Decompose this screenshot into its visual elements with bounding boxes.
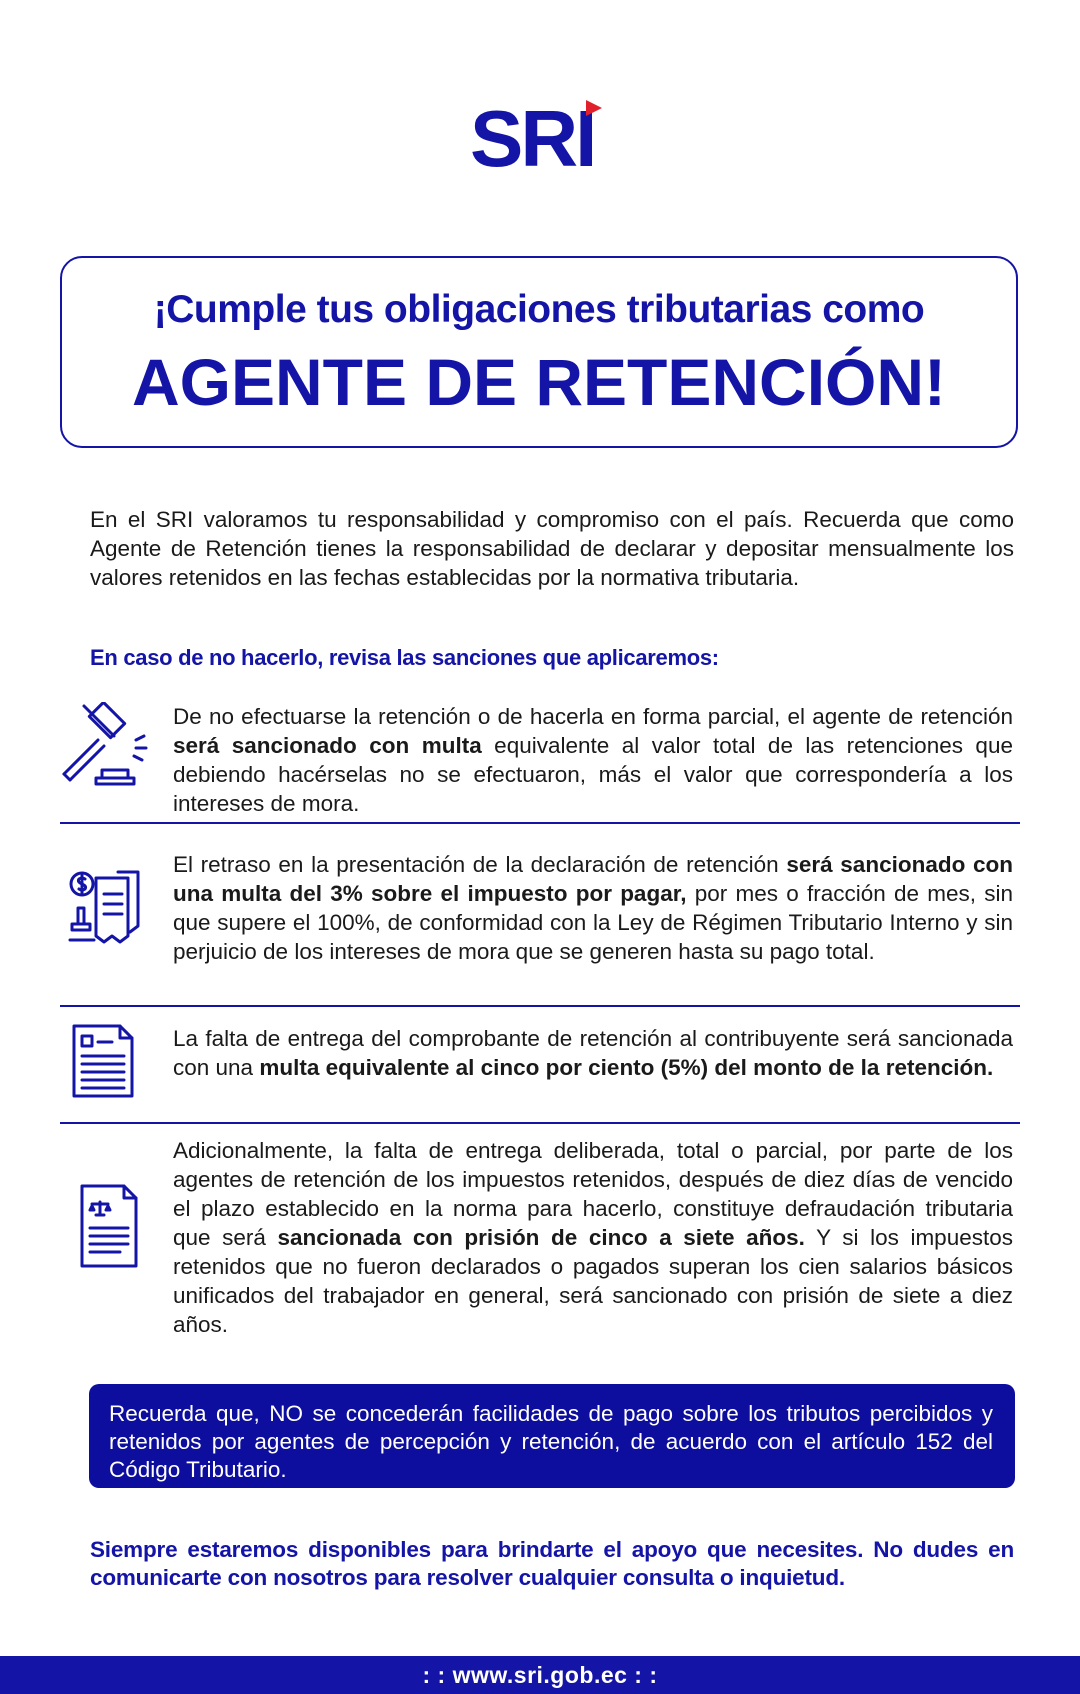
sanction-2-text-end: por mes o fracción de mes, sin que supere el 100%, de conformidad con la Ley de Régimen Tributario Interno y sin perjuicio de los intereses de mora que se generen hasta su pago total. xyxy=(173,881,1013,964)
sanction-item-1 xyxy=(173,702,1013,818)
sanction-2-bold: será sancionado con una multa del 3% sobre el impuesto por pagar, xyxy=(173,852,1013,906)
footer-bar xyxy=(0,1656,1080,1694)
sanction-item-2 xyxy=(173,850,1013,966)
sanction-2-text: El retraso en la presentación de la declaración de retención xyxy=(173,852,787,877)
divider-1 xyxy=(60,822,1020,824)
logo-flag-icon xyxy=(586,100,602,116)
payment-notice-box xyxy=(89,1384,1015,1488)
sri-logo xyxy=(470,94,620,183)
sanction-3-text: La falta de entrega del comprobante de retención al contribuyente será sancionada con una xyxy=(173,1026,1013,1080)
sanction-1-text-end: equivalente al valor total de las retenciones que debiendo hacérselas no se efectuaron, más el valor que correspondería a los intereses de mora. xyxy=(173,733,1013,816)
payment-notice-text: Recuerda que, NO se concederán facilidades de pago sobre los tributos percibidos y retenidos por agentes de percepción y retención, de acuerdo con el artículo 152 del Código Tributario. xyxy=(109,1401,993,1482)
sanction-item-4 xyxy=(173,1136,1013,1339)
footer-website-link[interactable]: : : www.sri.gob.ec : : xyxy=(422,1662,658,1688)
headline-line-2: AGENTE DE RETENCIÓN! xyxy=(131,345,947,419)
sanction-4-text-end: Y si los impuestos retenidos que no fueron declarados o pagados superan los cien salarios básicos unificados del trabajador en general, será sancionado con prisión de siete a diez años. xyxy=(173,1225,1013,1337)
sanction-4-text: Adicionalmente, la falta de entrega deliberada, total o parcial, por parte de los agentes de retención de los impuestos retenidos, después de diez días de vencido el plazo establecido en la norma para hacerlo, constituye defraudación tributaria que será xyxy=(173,1138,1013,1250)
sanction-1-text: De no efectuarse la retención o de hacerla en forma parcial, el agente de retención xyxy=(173,704,1013,729)
sanction-item-3 xyxy=(173,1024,1013,1082)
gavel-icon xyxy=(58,702,148,786)
headline-box xyxy=(60,256,1018,448)
intro-paragraph: En el SRI valoramos tu responsabilidad y compromiso con el país. Recuerda que como Agente de Retención tienes la responsabilidad de declarar y depositar mensualmente los valores retenidos en las fechas establecidas por la normativa tributaria. xyxy=(90,507,1014,590)
divider-3 xyxy=(60,1122,1020,1124)
headline-line-1: ¡Cumple tus obligaciones tributarias como xyxy=(153,288,925,331)
tax-document-money-icon xyxy=(68,870,142,948)
legal-document-scales-icon xyxy=(80,1184,140,1268)
logo-text: SRI xyxy=(470,94,595,183)
divider-2 xyxy=(60,1005,1020,1007)
sanction-4-bold: sancionada con prisión de cinco a siete años. xyxy=(277,1225,805,1250)
closing-message: Siempre estaremos disponibles para brindarte el apoyo que necesites. No dudes en comunicarte con nosotros para resolver cualquier consulta o inquietud. xyxy=(90,1537,1014,1590)
sanction-3-bold: multa equivalente al cinco por ciento (5%) del monto de la retención. xyxy=(259,1055,994,1080)
receipt-document-icon xyxy=(72,1024,136,1098)
sanctions-subheading: En caso de no hacerlo, revisa las sanciones que aplicaremos: xyxy=(90,645,719,670)
sanction-1-bold: será sancionado con multa xyxy=(173,733,482,758)
